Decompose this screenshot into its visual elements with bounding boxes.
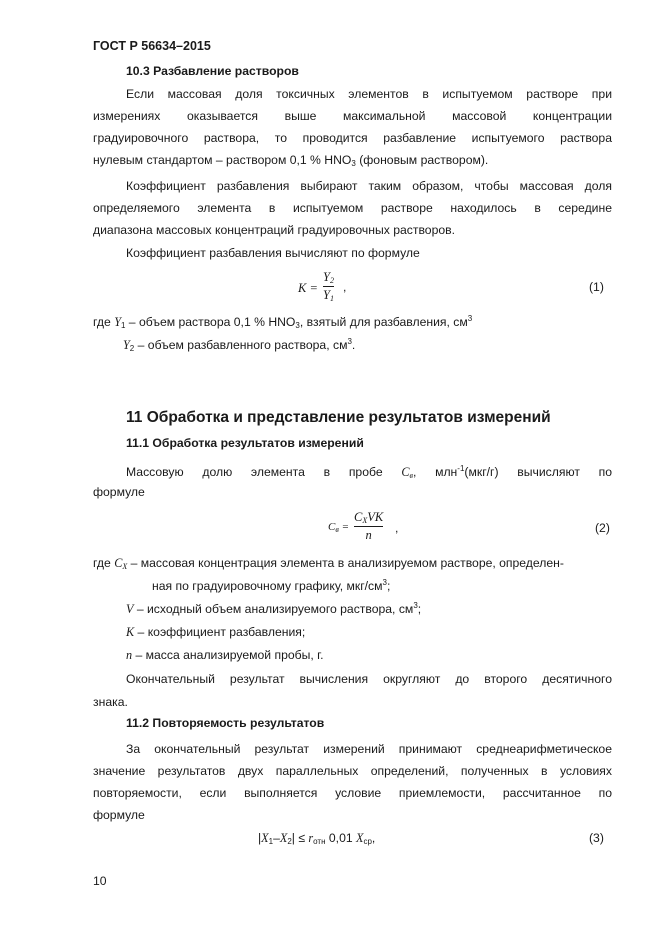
paragraph-line: измерениях оказывается выше максимальной массовой концентрации bbox=[93, 109, 612, 123]
where-line: где $C_X$ – массовая концентрация элемента в анализируемом растворе, определен- bbox=[93, 556, 564, 571]
paragraph-line: Коэффициент разбавления вычисляют по формуле bbox=[126, 246, 420, 260]
formula-1-comma: , bbox=[343, 280, 347, 294]
paragraph-line: За окончательный результат измерений принимают среднеарифметическое bbox=[126, 742, 612, 756]
formula-2-comma: , bbox=[395, 521, 399, 535]
paragraph-line: Массовую долю элемента в пробе $C_в$, млн$^{-1}$(мкг/г) вычисляют по bbox=[126, 464, 613, 480]
paragraph-line: Окончательный результат вычисления округляют до второго десятичного bbox=[126, 672, 612, 686]
where-line: ная по градуировочному графику, мкг/$см^3$; bbox=[152, 578, 391, 593]
section-10-3-heading: 10.3 Разбавление растворов bbox=[126, 64, 299, 78]
formula-2-fraction: $C_XVK$ n bbox=[354, 510, 384, 542]
where-line: V – исходный объем анализируемого раствора, $см^3$; bbox=[126, 601, 422, 616]
paragraph-line: Если массовая доля токсичных элементов в испытуемом растворе при bbox=[126, 87, 612, 101]
formula-2-lhs: $C_в$ = bbox=[328, 521, 350, 534]
where-line: где $Y_1$ – объем раствора 0,1 % $HNO_3$, взятый для разбавления, $см^3$ bbox=[93, 314, 473, 330]
section-11-2-heading: 11.2 Повторяемость результатов bbox=[126, 716, 325, 730]
paragraph-line: нулевым стандартом – раствором 0,1 % $HNO_3$ (фоновым раствором). bbox=[93, 153, 489, 168]
paragraph-line: Коэффициент разбавления выбирают таким образом, чтобы массовая доля bbox=[126, 179, 612, 193]
formula-2-number: (2) bbox=[595, 521, 610, 535]
where-line: n – масса анализируемой пробы, г. bbox=[126, 648, 324, 662]
paragraph-line: градуировочного раствора, то проводится разбавление испытуемого раствора bbox=[93, 131, 612, 145]
where-line: $Y_2$ – объем разбавленного раствора, $см^3$. bbox=[123, 337, 356, 353]
paragraph-line: определяемого элемента в испытуемом растворе находилось в середине bbox=[93, 201, 612, 215]
paragraph-line: диапазона массовых концентраций градуировочных растворов. bbox=[93, 223, 455, 237]
section-11-heading: 11 Обработка и представление результатов измерений bbox=[126, 409, 551, 426]
formula-1-fraction: $Y_2$ $Y_1$ bbox=[323, 270, 334, 303]
paragraph-line: формуле bbox=[93, 808, 145, 822]
page-number: 10 bbox=[93, 874, 107, 888]
paragraph-line: знака. bbox=[93, 695, 128, 709]
formula-1-lhs: K = bbox=[298, 281, 318, 295]
formula-3: $|X_1-X_2| \le r_{отн}$ 0,01 $X_{ср}$, bbox=[258, 831, 376, 846]
where-line: K – коэффициент разбавления; bbox=[126, 625, 306, 639]
standard-header: ГОСТ Р 56634–2015 bbox=[93, 39, 211, 53]
paragraph-line: повторяемости, если выполняется условие приемлемости, рассчитанное по bbox=[93, 786, 612, 800]
formula-1-number: (1) bbox=[589, 280, 604, 294]
paragraph-line: формуле bbox=[93, 485, 145, 499]
paragraph-line: значение результатов двух параллельных определений, полученных в условиях bbox=[93, 764, 612, 778]
section-11-1-heading: 11.1 Обработка результатов измерений bbox=[126, 436, 364, 450]
formula-3-number: (3) bbox=[589, 831, 604, 845]
